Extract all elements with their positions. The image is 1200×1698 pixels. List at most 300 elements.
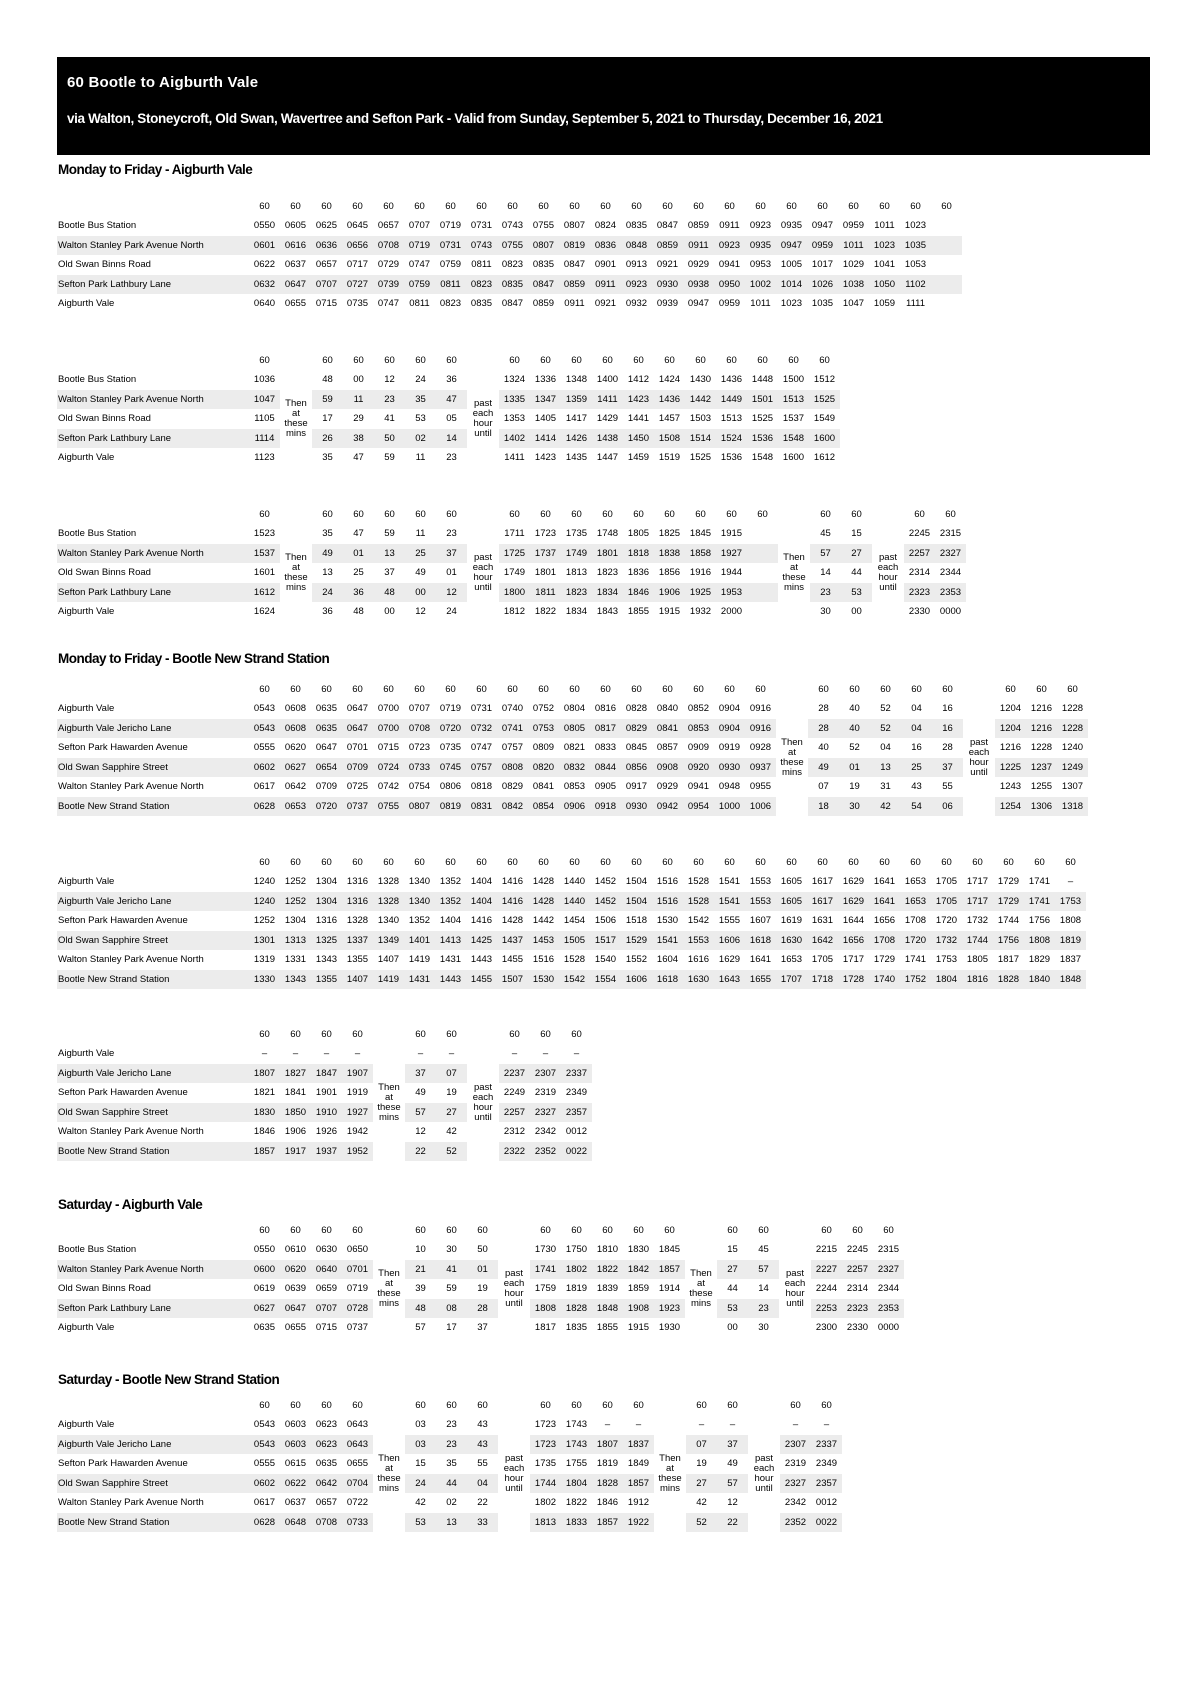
departure-time: 1328 [373,892,404,912]
departure-time: 1822 [592,1260,623,1280]
service-number: 60 [540,1224,551,1236]
departure-time: 1524 [716,429,747,449]
departure-time: 24 [415,374,426,386]
departure-time: 1319 [253,954,276,966]
departure-time: 1817 [534,1322,557,1334]
departure-time: 33 [467,1513,498,1533]
departure-time: 0709 [315,781,338,793]
departure-time: 1240 [253,876,276,888]
departure-time: 2257 [904,544,935,564]
departure-time: 11 [415,452,426,464]
departure-time: 0759 [404,275,435,295]
stop-name: Sefton Park Lathbury Lane [57,429,249,449]
departure-time: 1846 [623,583,654,603]
service-number: 60 [726,354,737,366]
departure-time: 1801 [534,567,557,579]
departure-time: 1423 [534,452,557,464]
past-each-hour-until-note: past each hour until [503,1267,525,1309]
then-column-header [280,504,312,524]
service-number: 60 [1036,683,1047,695]
service-number: 60 [788,354,799,366]
departure-time: 1355 [346,954,369,966]
departure-time: 0828 [625,703,648,715]
then-at-these-mins-note: Then at these mins [658,1452,682,1494]
departure-time: 1204 [999,703,1022,715]
timetable-row [57,255,962,275]
departure-time: 1915 [627,1322,650,1334]
stop-name: Old Swan Binns Road [58,259,151,271]
departure-time: 0717 [346,259,369,271]
departure-time: 1328 [346,915,369,927]
timetable-row [57,777,1088,797]
departure-time: 2227 [811,1260,842,1280]
departure-time: 27 [686,1474,717,1494]
departure-time: 1600 [782,452,805,464]
past-each-hour-until-note: past each hour until [784,1267,806,1309]
departure-time: – [511,1048,518,1060]
service-number: 60 [942,683,953,695]
departure-time: 0959 [807,236,838,256]
departure-time: 0823 [501,259,524,271]
departure-time: 0911 [719,220,740,232]
departure-time: 0719 [439,220,462,232]
departure-time: 1618 [745,931,776,951]
service-number: 60 [259,1224,270,1236]
departure-time: 1513 [778,390,809,410]
departure-time: 52 [849,742,860,754]
departure-time: 0929 [656,781,679,793]
departure-time: 0835 [532,259,555,271]
service-number: 60 [1034,856,1045,868]
service-number: 60 [695,354,706,366]
departure-time: 1252 [280,892,311,912]
departure-time: 1540 [594,954,617,966]
departure-time: 1804 [561,1474,592,1494]
service-number: 60 [633,1224,644,1236]
departure-time: 1740 [869,970,900,990]
departure-time: 1035 [811,298,834,310]
departure-time: 1454 [563,915,586,927]
departure-time: 0603 [284,1419,307,1431]
departure-time: 1801 [592,544,623,564]
service-number: 60 [941,856,952,868]
departure-time: 1002 [745,275,776,295]
then-column-header [776,679,808,699]
departure-time: 1411 [504,452,525,464]
departure-time: 0737 [346,1322,369,1334]
page-title: 60 Bootle to Aigburth Vale [67,74,259,91]
timetable-row [57,275,962,295]
departure-time: 2319 [534,1087,557,1099]
service-number: 60 [352,1224,363,1236]
timetable-row [57,911,1086,931]
departure-time: 0700 [377,703,400,715]
departure-time [747,563,778,583]
departure-time: 0617 [253,781,276,793]
departure-time: 0622 [253,259,276,271]
departure-time: 1717 [962,892,993,912]
stop-name: Bootle Bus Station [58,220,137,232]
service-number: 60 [848,856,859,868]
service-number: 60 [259,1028,270,1040]
departure-time: 0923 [714,236,745,256]
departure-time: 53 [841,583,872,603]
departure-time: 0543 [253,1419,276,1431]
stop-name: Aigburth Vale Jericho Lane [57,1064,249,1084]
departure-time [931,294,962,314]
stop-name: Sefton Park Hawarden Avenue [58,1087,188,1099]
service-number: 60 [352,1028,363,1040]
departure-time: 1833 [561,1513,592,1533]
departure-time: 59 [446,1283,457,1295]
stop-name: Walton Stanley Park Avenue North [57,390,249,410]
departure-time: 0832 [559,758,590,778]
service-number: 60 [290,856,301,868]
departure-time: 1523 [253,528,276,540]
service-number: 60 [569,200,580,212]
departure-time: 1407 [342,970,373,990]
departure-time: 0941 [718,259,741,271]
departure-time: 2353 [873,1299,904,1319]
departure-time: 1404 [470,876,493,888]
departure-time: 2315 [877,1244,900,1256]
departure-time: 1735 [565,528,588,540]
departure-time: 1501 [747,390,778,410]
departure-time: 35 [322,528,333,540]
departure-time: 1725 [499,544,530,564]
departure-time: 48 [405,1299,436,1319]
departure-time: 0733 [404,758,435,778]
service-number: 60 [727,1399,738,1411]
service-number: 60 [353,354,364,366]
departure-time: 0920 [683,758,714,778]
departure-time: 0923 [749,220,772,232]
departure-time: 1514 [685,429,716,449]
departure-time: 0600 [249,1260,280,1280]
departure-time: 1102 [900,275,931,295]
departure-time: 06 [932,797,963,817]
departure-time: 12 [384,374,395,386]
service-number: 60 [693,683,704,695]
departure-time: 08 [436,1299,467,1319]
departure-time: 0724 [373,758,404,778]
departure-time: 1953 [716,583,747,603]
departure-time: 0735 [346,298,369,310]
departure-time: 1331 [284,954,307,966]
service-number: 60 [1005,683,1016,695]
service-number: 60 [633,354,644,366]
departure-time: 0550 [253,1244,276,1256]
departure-time: 1753 [1055,892,1086,912]
departure-time: 00 [384,606,395,618]
departure-time: 1500 [782,374,805,386]
departure-time: 45 [820,528,831,540]
departure-time: 1711 [504,528,525,540]
departure-time: 35 [405,390,436,410]
departure-time: 1848 [592,1299,623,1319]
departure-time: 1846 [596,1497,619,1509]
past-column-header [467,1024,499,1044]
departure-time: 0627 [280,758,311,778]
service-number: 60 [820,508,831,520]
service-number: 60 [914,508,925,520]
departure-time: 1401 [404,931,435,951]
service-number: 60 [631,200,642,212]
departure-time: 57 [748,1260,779,1280]
departure-time: 0543 [253,703,276,715]
service-number: 60 [883,1224,894,1236]
departure-time: 0811 [471,259,492,271]
stop-name: Bootle New Strand Station [57,1142,249,1162]
departure-time: 1512 [813,374,836,386]
departure-time: 22 [717,1513,748,1533]
departure-time: 1216 [1030,703,1053,715]
departure-time: 0623 [315,1419,338,1431]
departure-time: 1906 [654,583,685,603]
departure-time: 16 [942,703,953,715]
departure-time: 1438 [592,429,623,449]
departure-time: 36 [446,374,457,386]
departure-time: 1111 [905,298,926,310]
past-each-hour-until-note: past each hour until [472,551,494,593]
departure-time: 0856 [621,758,652,778]
departure-time: 0650 [346,1244,369,1256]
departure-time: 1849 [627,1458,650,1470]
past-column-header [872,504,904,524]
service-number: 60 [476,200,487,212]
departure-time: 1029 [842,259,865,271]
departure-time: 1455 [466,970,497,990]
departure-time: 47 [353,452,364,464]
departure-time: 28 [467,1299,498,1319]
timetable-row [57,1103,592,1123]
departure-time: 1436 [654,390,685,410]
service-number: 60 [786,200,797,212]
departure-time: 41 [436,1260,467,1280]
timetable-block [57,196,962,314]
departure-time: 1624 [253,606,276,618]
service-number: 60 [540,1028,551,1040]
past-column-header [779,1220,811,1240]
service-number: 60 [1065,856,1076,868]
service-number: 60 [290,1028,301,1040]
stop-name: Aigburth Vale [58,298,115,310]
timetable-block [57,1024,592,1161]
departure-time: 0918 [590,797,621,817]
departure-time: 1419 [408,954,431,966]
departure-time: 54 [901,797,932,817]
service-number: 60 [664,1224,675,1236]
departure-time: 1011 [750,298,771,310]
departure-time: 28 [818,703,829,715]
page-header [57,57,1150,155]
departure-time: 00 [353,374,364,386]
departure-time: 1402 [499,429,530,449]
departure-time: 13 [870,758,901,778]
departure-time: 0911 [564,298,585,310]
departure-time: 0635 [311,719,342,739]
departure-time: 1005 [780,259,803,271]
departure-time: 1604 [656,954,679,966]
past-each-hour-until-note: past each hour until [472,397,494,439]
departure-time: 1813 [530,1513,561,1533]
departure-time: 1807 [592,1435,623,1455]
departure-time: 16 [911,742,922,754]
departure-time: 38 [343,429,374,449]
stop-name: Walton Stanley Park Avenue North [58,1126,204,1138]
service-number: 60 [662,856,673,868]
stop-name: Sefton Park Hawarden Avenue [58,915,188,927]
departure-time: 1353 [503,413,526,425]
departure-time: 1837 [1059,954,1082,966]
departure-time: 0929 [687,259,710,271]
service-number: 60 [631,683,642,695]
departure-time: 1352 [435,892,466,912]
departure-time: 0657 [315,1497,338,1509]
departure-time: 15 [851,528,862,540]
departure-time: 1528 [687,876,710,888]
departure-time: 0619 [253,1283,276,1295]
departure-time: 2330 [908,606,931,618]
departure-time: 0840 [656,703,679,715]
past-each-hour-until-note: past each hour until [877,551,899,593]
timetable-row [57,1493,842,1513]
departure-time: 1041 [873,259,896,271]
departure-time: – [823,1419,830,1431]
departure-time: 2314 [908,567,931,579]
departure-time: 0948 [718,781,741,793]
service-number: 60 [353,508,364,520]
departure-time: 0759 [439,259,462,271]
departure-time: 1630 [683,970,714,990]
departure-time: 0852 [687,703,710,715]
departure-time: 0543 [249,1435,280,1455]
departure-time: 24 [446,606,457,618]
header-spacer [57,1024,249,1044]
departure-time: 0731 [470,703,493,715]
departure-time: 1655 [745,970,776,990]
departure-time: 01 [467,1260,498,1280]
departure-time: 0823 [439,298,462,310]
departure-time: 0722 [346,1497,369,1509]
service-number: 60 [817,856,828,868]
service-number: 60 [910,200,921,212]
timetable-block [57,350,840,468]
service-number: 60 [664,354,675,366]
departure-time: 0656 [342,236,373,256]
service-number: 60 [259,856,270,868]
timetable-row [57,738,1088,758]
departure-time: 1307 [1061,781,1084,793]
departure-time: 0853 [563,781,586,793]
departure-time: 23 [446,528,457,540]
departure-time: 23 [374,390,405,410]
departure-time: 19 [849,781,860,793]
stop-name: Bootle Bus Station [58,528,137,540]
timetable-row [57,1240,904,1260]
departure-time: 1038 [838,275,869,295]
header-spacer [57,852,249,872]
departure-time: 07 [686,1435,717,1455]
departure-time: 19 [446,1087,457,1099]
departure-time: 03 [415,1419,426,1431]
departure-time: 1805 [627,528,650,540]
departure-time: 2000 [720,606,743,618]
departure-time: 1910 [311,1103,342,1123]
departure-time: 1225 [995,758,1026,778]
service-number: 60 [290,683,301,695]
departure-time: 1821 [253,1087,276,1099]
stop-name: Sefton Park Lathbury Lane [57,583,249,603]
timetable-row [57,1299,904,1319]
departure-time: 1829 [1028,954,1051,966]
departure-time: 0805 [559,719,590,739]
stop-name: Aigburth Vale [58,1419,115,1431]
departure-time: 1416 [501,876,524,888]
departure-time: 1816 [962,970,993,990]
departure-time: 0739 [373,275,404,295]
departure-time: 1541 [718,876,741,888]
service-number: 60 [821,1224,832,1236]
departure-time: 1023 [780,298,803,310]
departure-time: 1856 [658,567,681,579]
departure-time: 01 [343,544,374,564]
departure-time: 0620 [280,1260,311,1280]
departure-time: 1407 [377,954,400,966]
timetable-row [57,1044,592,1064]
departure-time: 1554 [590,970,621,990]
departure-time: 2342 [784,1497,807,1509]
departure-time: 1440 [563,876,586,888]
then-at-these-mins-note: Then at these mins [284,397,308,439]
stop-name: Aigburth Vale [58,876,115,888]
departure-time: 14 [820,567,831,579]
service-number: 60 [446,508,457,520]
service-number: 60 [540,508,551,520]
departure-time: 1017 [811,259,834,271]
then-column-header [778,504,810,524]
departure-time: 0640 [253,298,276,310]
departure-time: 0715 [377,742,400,754]
departure-time: 0747 [377,298,400,310]
departure-time: 27 [436,1103,467,1123]
departure-time: 57 [810,544,841,564]
departure-time: 2327 [873,1260,904,1280]
departure-time: 0947 [776,236,807,256]
departure-time: 0719 [346,1283,369,1295]
departure-time: 44 [851,567,862,579]
timetable-row [57,294,962,314]
service-number: 60 [755,856,766,868]
departure-time: 0911 [590,275,621,295]
service-number: 60 [507,683,518,695]
stop-name: Old Swan Binns Road [58,567,151,579]
service-number: 60 [322,354,333,366]
service-number: 60 [693,200,704,212]
service-number: 60 [446,354,457,366]
departure-time: 0555 [253,742,276,754]
departure-time: 03 [405,1435,436,1455]
departure-time: 1525 [751,413,774,425]
departure-time: 0842 [497,797,528,817]
service-number: 60 [569,683,580,695]
departure-time: 49 [312,544,343,564]
departure-time: 0847 [656,220,679,232]
departure-time: 22 [477,1497,488,1509]
departure-time: 1827 [280,1064,311,1084]
departure-time: 1431 [404,970,435,990]
departure-time: 1839 [596,1283,619,1295]
